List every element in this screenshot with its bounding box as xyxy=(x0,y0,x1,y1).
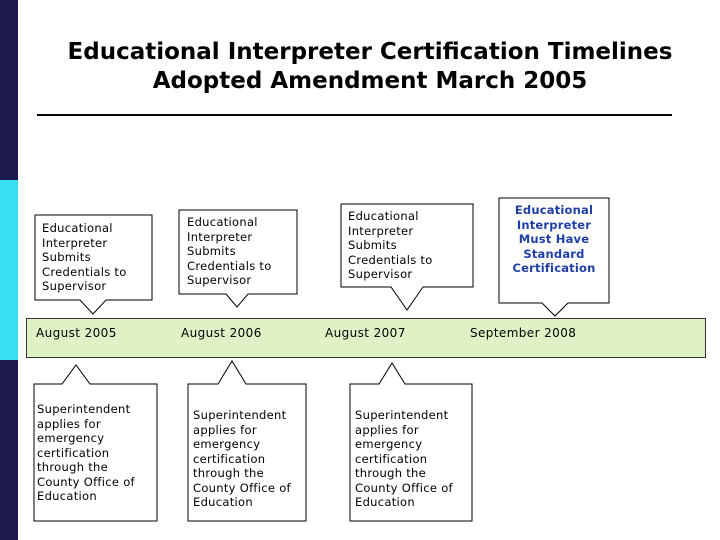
callout-above-3-text: Educational Interpreter Submits Credentials to Supervisor xyxy=(348,209,433,281)
timeline-date-1: August 2005 xyxy=(36,326,117,340)
callout-above-4-text: Educational Interpreter Must Have Standard Certification xyxy=(512,203,596,275)
callout-above-2-text: Educational Interpreter Submits Credentials to Supervisor xyxy=(187,215,272,287)
callout-above-1-text: Educational Interpreter Submits Credentials to Supervisor xyxy=(42,221,127,293)
callout-below-2-text: Superintendent applies for emergency certification through the County Office of Education xyxy=(193,408,291,509)
callout-below-3-text: Superintendent applies for emergency certification through the County Office of Education xyxy=(355,408,453,509)
callout-below-1-text: Superintendent applies for emergency certification through the County Office of Education xyxy=(37,402,135,503)
title-line-2: Adopted Amendment March 2005 xyxy=(152,68,588,94)
timeline-date-2: August 2006 xyxy=(181,326,262,340)
timeline-date-4: September 2008 xyxy=(470,326,577,340)
timeline-date-3: August 2007 xyxy=(325,326,406,340)
title-line-1: Educational Interpreter Certification Timelines xyxy=(67,39,673,65)
